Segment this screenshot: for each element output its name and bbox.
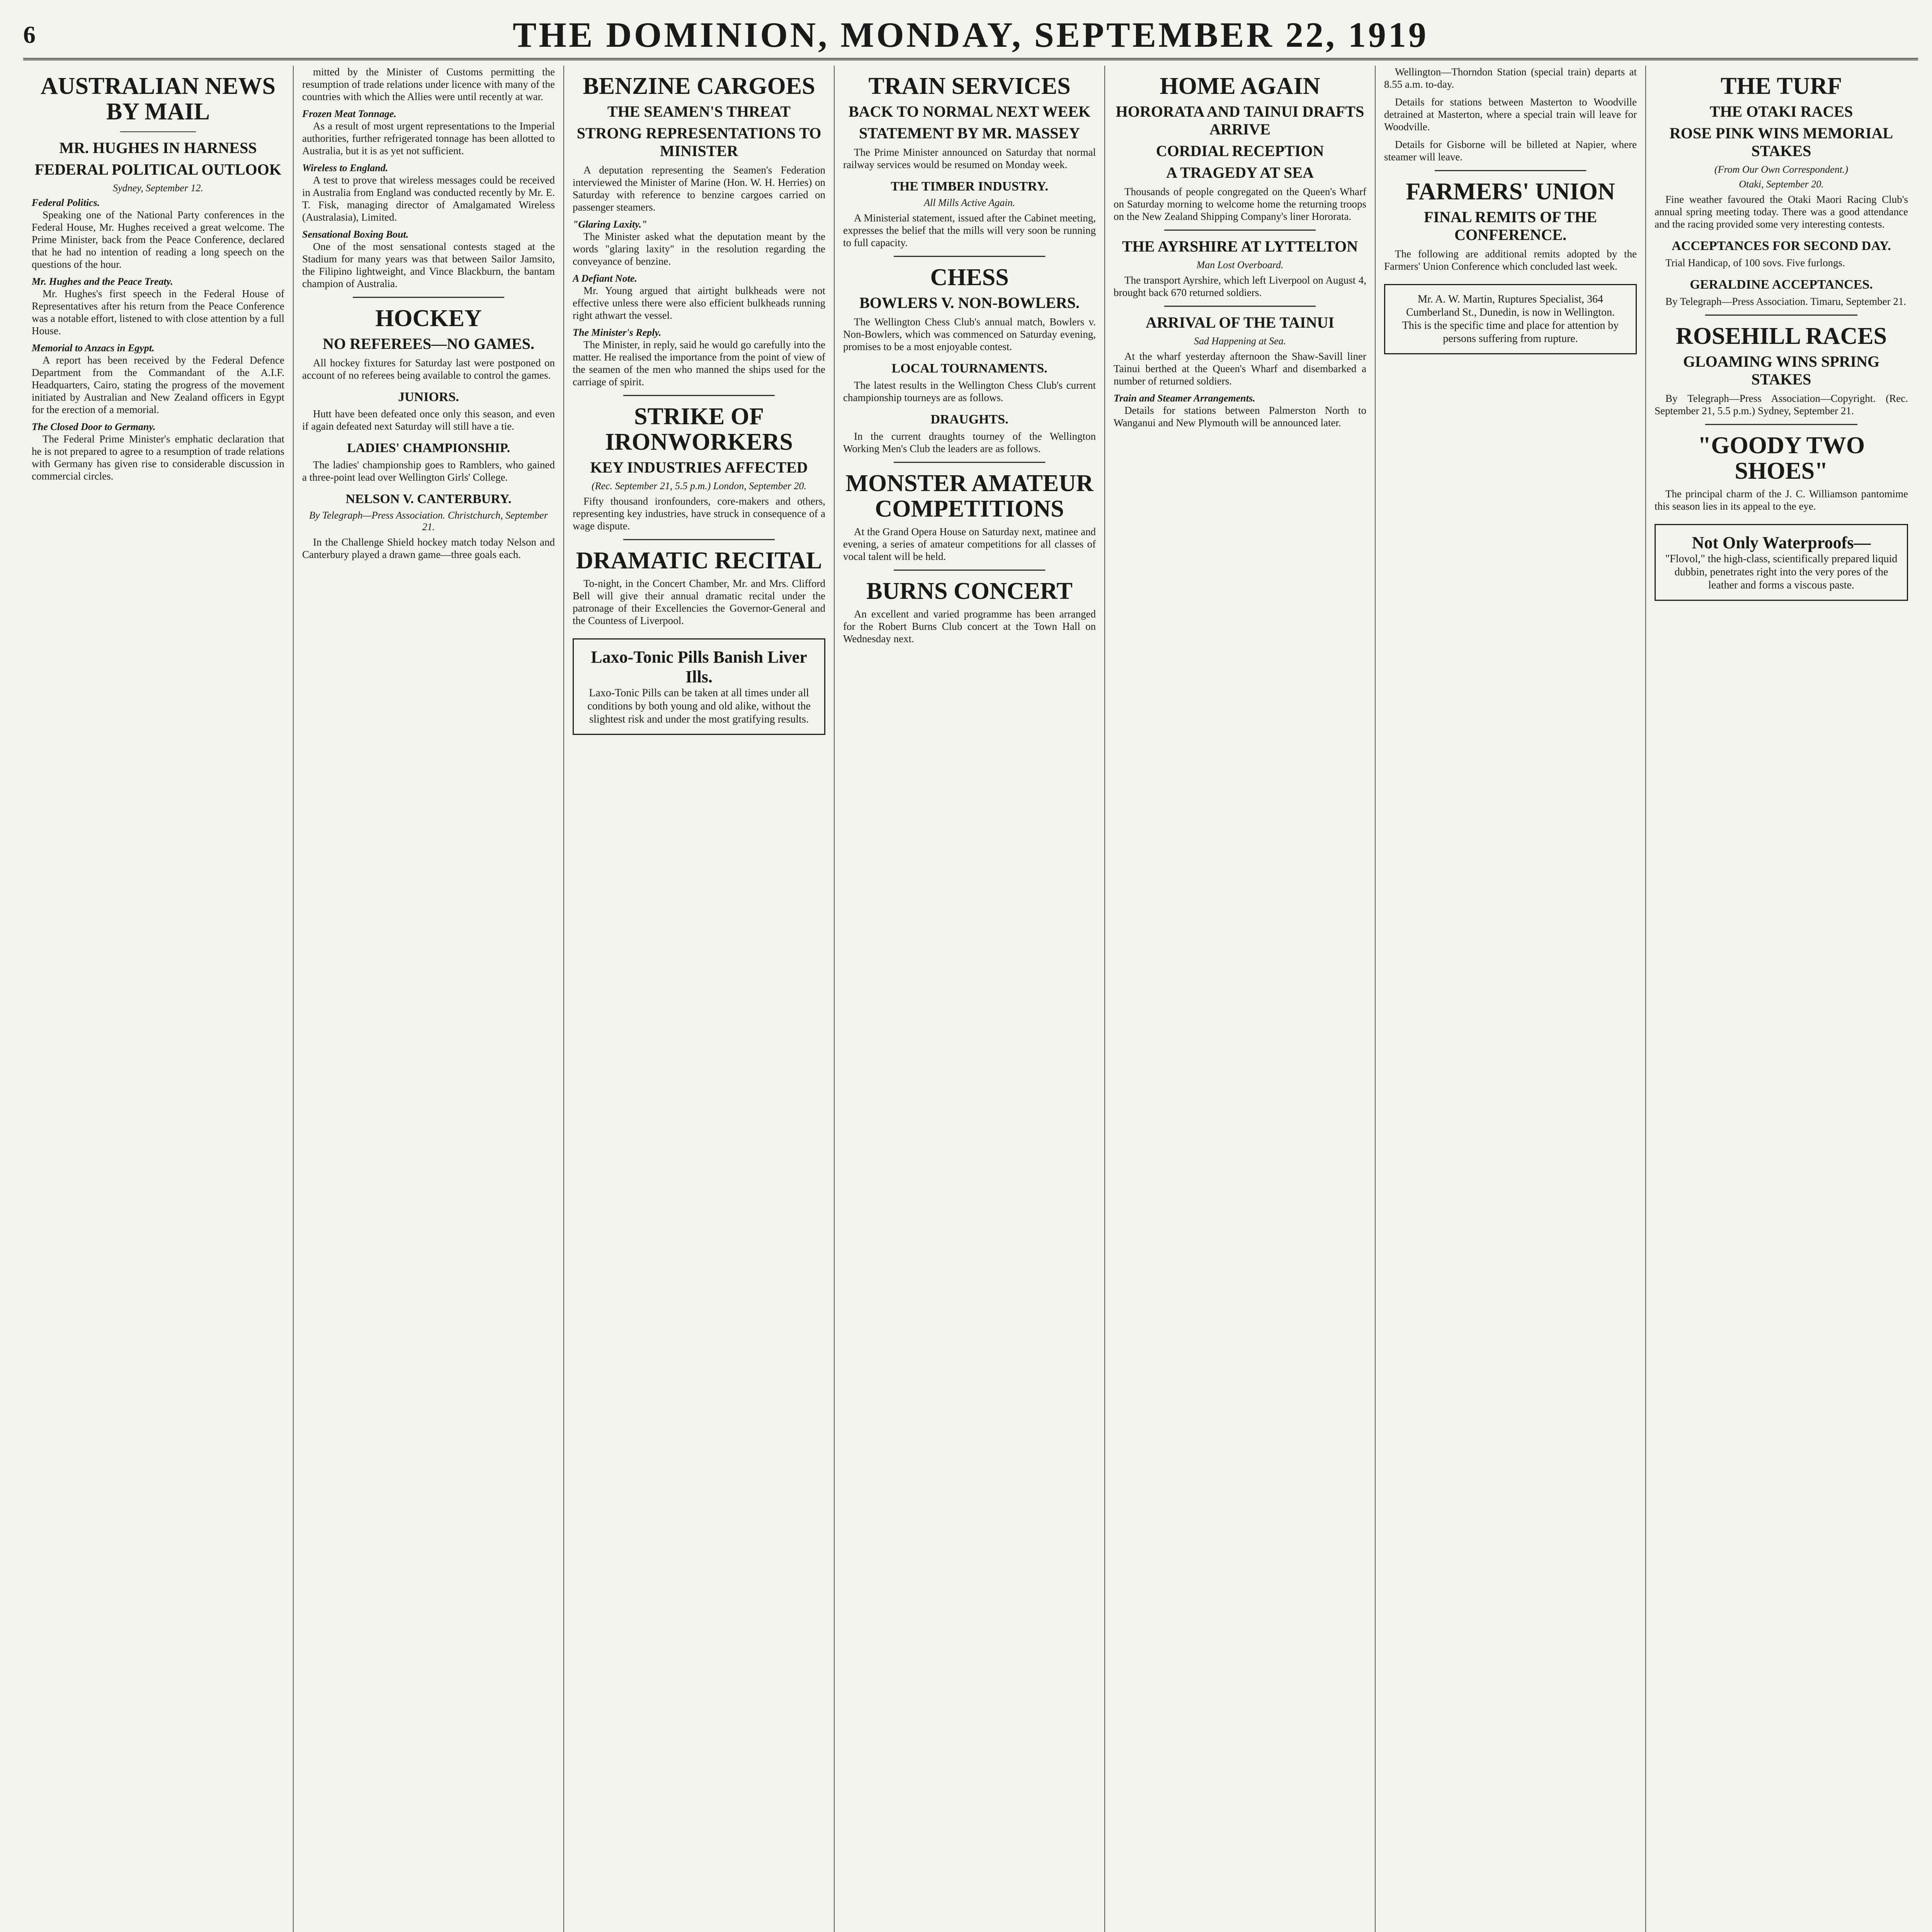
- section-title: Train and Steamer Arrangements.: [1114, 393, 1255, 404]
- article-headline: CHESS: [930, 264, 1009, 291]
- article-headline: BURNS CONCERT: [866, 578, 1073, 604]
- masthead: [23, 12, 1918, 60]
- article-paragraph: The Minister, in reply, said he would go carefully into the matter. He realised the importance from the point of view of the seamen of the men who manned the ships used for the carriage of spirit.: [573, 339, 825, 388]
- section-title: THE TIMBER INDUSTRY.: [891, 179, 1048, 194]
- ad-title: Laxo-Tonic Pills Banish Liver Ills.: [591, 648, 807, 686]
- divider: [894, 570, 1045, 571]
- byline: (From Our Own Correspondent.): [1714, 164, 1849, 175]
- article-headline: "GOODY TWO SHOES": [1697, 432, 1865, 484]
- article-paragraph: Hutt have been defeated once only this season, and even if again defeated next Saturday will still have a tie.: [302, 408, 555, 432]
- dateline: Otaki, September 20.: [1739, 179, 1824, 190]
- article-paragraph: Fifty thousand ironfounders, core-makers and others, representing key industries, have struck in consequence of a wage dispute.: [573, 495, 825, 532]
- divider: [1435, 170, 1586, 171]
- column-the-turf: [1646, 66, 1917, 1932]
- article-paragraph: Details for stations between Masterton to Woodville detrained at Masterton, where a special train will leave for Woodville.: [1384, 96, 1637, 133]
- divider: [1705, 424, 1857, 425]
- divider: [894, 462, 1045, 463]
- article-paragraph: At the wharf yesterday afternoon the Shaw-Savill liner Tainui berthed at the Queen's Wharf and disembarked a number of returned soldiers.: [1114, 350, 1366, 387]
- article-headline: DRAMATIC RECITAL: [576, 548, 822, 574]
- article-headline: ARRIVAL OF THE TAINUI: [1146, 314, 1334, 331]
- article-subhead: FINAL REMITS OF THE CONFERENCE.: [1424, 208, 1597, 243]
- article-paragraph: Thousands of people congregated on the Queen's Wharf on Saturday morning to welcome home the returning troops on the New Zealand Shipping Company's liner Hororata.: [1114, 186, 1366, 222]
- article-paragraph: A Ministerial statement, issued after the Cabinet meeting, expresses the belief that the mills will very soon be running to full capacity.: [843, 212, 1096, 248]
- page-number: 6: [23, 21, 36, 48]
- section-title: The Closed Door to Germany.: [32, 421, 156, 432]
- article-paragraph: The Prime Minister announced on Saturday that normal railway services would be resumed on Monday week.: [843, 146, 1096, 170]
- divider: [623, 539, 775, 540]
- column-continued: [294, 66, 564, 1932]
- article-subhead: Sad Happening at Sea.: [1194, 335, 1286, 347]
- section-title: Mr. Hughes and the Peace Treaty.: [32, 276, 173, 287]
- article-headline: STRIKE OF IRONWORKERS: [605, 403, 793, 455]
- article-subhead: CORDIAL RECEPTION: [1156, 142, 1324, 160]
- article-paragraph: Details for Gisborne will be billeted at Napier, where steamer will leave.: [1384, 139, 1637, 163]
- ad-body: This is the specific time and place for attention by persons suffering from rupture.: [1402, 320, 1619, 345]
- ad-body: "Flovol," the high-class, scientifically prepared liquid dubbin, penetrates right into the very pores of the leather and forms a viscous paste.: [1665, 553, 1898, 591]
- column-train-services: [835, 66, 1105, 1932]
- dateline: By Telegraph—Press Association. Christchurch, September 21.: [309, 510, 548, 532]
- article-subhead: All Mills Active Again.: [924, 197, 1015, 208]
- section-title: LADIES' CHAMPIONSHIP.: [347, 441, 510, 455]
- divider: [894, 256, 1045, 257]
- column-home-again: [1105, 66, 1376, 1932]
- article-paragraph: In the Challenge Shield hockey match today Nelson and Canterbury played a drawn game—three goals each.: [302, 536, 555, 560]
- divider: [1164, 306, 1316, 307]
- section-title: Memorial to Anzacs in Egypt.: [32, 342, 155, 354]
- article-subhead: STATEMENT BY MR. MASSEY: [859, 124, 1080, 142]
- section-title: JUNIORS.: [398, 390, 459, 404]
- article-paragraph: As a result of most urgent representations to the Imperial authorities, further refrigerated tonnage has been allotted to Australia, but it is as yet not sufficient.: [302, 120, 555, 156]
- newspaper-title: THE DOMINION, MONDAY, SEPTEMBER 22, 1919: [513, 15, 1429, 54]
- article-paragraph: Mr. Hughes's first speech in the Federal House of Representatives after his return from the Peace Conference was a notable effort, listened to with close attention by a full House.: [32, 288, 284, 337]
- article-paragraph: All hockey fixtures for Saturday last were postponed on account of no referees being available to control the games.: [302, 357, 555, 381]
- article-headline: HOME AGAIN: [1160, 73, 1320, 99]
- columns: [23, 66, 1918, 1932]
- article-headline: THE TURF: [1720, 73, 1842, 99]
- article-paragraph: The Wellington Chess Club's annual match, Bowlers v. Non-Bowlers, which was commenced on Saturday evening, promises to be a most enjoyable contest.: [843, 316, 1096, 352]
- section-title: A Defiant Note.: [573, 273, 637, 284]
- column-farmers-union: [1376, 66, 1646, 1932]
- section-title: NELSON V. CANTERBURY.: [345, 492, 512, 506]
- article-paragraph: Mr. Young argued that airtight bulkheads were not effective unless there were also efficient bulkheads running right athwart the vessel.: [573, 285, 825, 321]
- divider: [353, 297, 504, 298]
- advertisement: [1384, 284, 1637, 354]
- article-paragraph: The ladies' championship goes to Ramblers, who gained a three-point lead over Wellington Girls' College.: [302, 459, 555, 483]
- article-paragraph: At the Grand Opera House on Saturday next, matinee and evening, a series of amateur competitions for all classes of vocal talent will be held.: [843, 526, 1096, 562]
- divider: [120, 131, 196, 132]
- article-headline: TRAIN SERVICES: [868, 73, 1071, 99]
- section-title: ACCEPTANCES FOR SECOND DAY.: [1672, 239, 1891, 253]
- article-paragraph: By Telegraph—Press Association—Copyright. (Rec. September 21, 5.5 p.m.) Sydney, September 21.: [1655, 393, 1908, 417]
- column-benzine-cargoes: [564, 66, 835, 1932]
- article-paragraph: Details for stations between Palmerston North to Wanganui and New Plymouth will be announced later.: [1114, 405, 1366, 429]
- article-paragraph: In the current draughts tourney of the Wellington Working Men's Club the leaders are as follows.: [843, 430, 1096, 454]
- dateline: Sydney, September 12.: [113, 182, 203, 194]
- section-title: Federal Politics.: [32, 197, 100, 208]
- article-paragraph: The latest results in the Wellington Chess Club's current championship tourneys are as follows.: [843, 379, 1096, 403]
- article-headline: ROSEHILL RACES: [1675, 323, 1887, 349]
- divider: [623, 395, 775, 396]
- article-subhead: NO REFEREES—NO GAMES.: [323, 335, 534, 352]
- article-subhead: THE SEAMEN'S THREAT: [607, 103, 791, 120]
- section-title: "Glaring Laxity.": [573, 219, 647, 230]
- article-paragraph: A report has been received by the Federal Defence Department from the Commandant of the A.I.F. Headquarters, Cairo, stating the progress of the movement initiated by Australian and New Zealand officers in Egypt for the erection of a memorial.: [32, 354, 284, 415]
- article-paragraph: The Minister asked what the deputation meant by the words "glaring laxity" in the resolution regarding the conveyance of benzine.: [573, 231, 825, 267]
- article-subhead: GLOAMING WINS SPRING STAKES: [1683, 353, 1880, 388]
- article-subhead: BOWLERS V. NON-BOWLERS.: [859, 294, 1080, 311]
- article-headline: FARMERS' UNION: [1406, 179, 1615, 205]
- section-title: GERALDINE ACCEPTANCES.: [1690, 277, 1873, 292]
- section-title: Wireless to England.: [302, 162, 388, 173]
- article-paragraph: Wellington—Thorndon Station (special train) departs at 8.55 a.m. to-day.: [1384, 66, 1637, 90]
- advertisement: [573, 638, 825, 735]
- article-paragraph: Speaking one of the National Party conferences in the Federal House, Mr. Hughes received a great welcome. The Prime Minister, back from the Peace Conference, declared that he had no intention of reading a long speech on the questions of the hour.: [32, 209, 284, 270]
- article-paragraph: The transport Ayrshire, which left Liverpool on August 4, brought back 670 returned soldiers.: [1114, 274, 1366, 298]
- article-subhead: THE OTAKI RACES: [1709, 103, 1853, 120]
- column-australian-news: [23, 66, 294, 1932]
- dateline: (Rec. September 21, 5.5 p.m.) London, September 20.: [592, 480, 806, 492]
- article-headline: HOCKEY: [375, 305, 482, 332]
- article-paragraph: A test to prove that wireless messages could be received in Australia from England was conducted recently by Mr. E. T. Fisk, managing director of Amalgamated Wireless (Australasia), Limited.: [302, 174, 555, 223]
- article-subhead: Man Lost Overboard.: [1196, 259, 1284, 270]
- advertisement: [1655, 524, 1908, 601]
- article-paragraph: mitted by the Minister of Customs permitting the resumption of trade relations under licence with many of the countries with which the Allies were until recently at war.: [302, 66, 555, 102]
- section-title: Frozen Meat Tonnage.: [302, 108, 396, 119]
- article-paragraph: Trial Handicap, of 100 sovs. Five furlongs.: [1665, 257, 1845, 269]
- section-title: LOCAL TOURNAMENTS.: [891, 361, 1048, 376]
- article-headline: BENZINE CARGOES: [583, 73, 815, 99]
- ad-title: Not Only Waterproofs—: [1692, 533, 1871, 552]
- article-subhead: HORORATA AND TAINUI DRAFTS ARRIVE: [1116, 103, 1364, 138]
- article-subhead: A TRAGEDY AT SEA: [1166, 164, 1314, 181]
- section-title: Sensational Boxing Bout.: [302, 229, 409, 240]
- article-paragraph: A deputation representing the Seamen's Federation interviewed the Minister of Marine (Hon. W. H. Herries) on Saturday with reference to benzine cargoes carried on passenger steamers.: [573, 164, 825, 213]
- article-subhead: MR. HUGHES IN HARNESS: [59, 139, 257, 156]
- article-paragraph: To-night, in the Concert Chamber, Mr. and Mrs. Clifford Bell will give their annual dramatic recital under the patronage of their Excellencies the Governor-General and the Countess of Liverpool.: [573, 578, 825, 626]
- article-subhead: BACK TO NORMAL NEXT WEEK: [848, 103, 1091, 120]
- article-paragraph: By Telegraph—Press Association. Timaru, September 21.: [1665, 296, 1906, 307]
- article-paragraph: An excellent and varied programme has been arranged for the Robert Burns Club concert at the Town Hall on Wednesday next.: [843, 608, 1096, 645]
- article-subhead: ROSE PINK WINS MEMORIAL STAKES: [1669, 124, 1893, 160]
- ad-body: Mr. A. W. Martin, Ruptures Specialist, 364 Cumberland St., Dunedin, is now in Wellington.: [1406, 293, 1615, 318]
- article-paragraph: The principal charm of the J. C. Williamson pantomime this season lies in its appeal to the eye.: [1655, 488, 1908, 512]
- article-paragraph: The following are additional remits adopted by the Farmers' Union Conference which concluded last week.: [1384, 248, 1637, 272]
- ad-body: Laxo-Tonic Pills can be taken at all times under all conditions by both young and old alike, without the slightest risk and under the most gratifying results.: [587, 687, 811, 725]
- section-title: DRAUGHTS.: [930, 412, 1009, 427]
- section-title: The Minister's Reply.: [573, 327, 662, 338]
- article-subhead: FEDERAL POLITICAL OUTLOOK: [35, 161, 281, 178]
- article-subhead: KEY INDUSTRIES AFFECTED: [590, 459, 808, 476]
- article-paragraph: Fine weather favoured the Otaki Maori Racing Club's annual spring meeting today. There was a good attendance and the racing provided some very interesting contests.: [1655, 194, 1908, 230]
- article-paragraph: The Federal Prime Minister's emphatic declaration that he is not prepared to agree to a resumption of trade relations with Germany has given rise to considerable discussion in commercial circles.: [32, 433, 284, 482]
- article-paragraph: One of the most sensational contests staged at the Stadium for many years was that between Sailor Jamsito, the Filipino lightweight, and Vince Blackburn, the bantam champion of Australia.: [302, 241, 555, 289]
- article-headline: MONSTER AMATEUR COMPETITIONS: [845, 470, 1094, 522]
- article-headline: AUSTRALIAN NEWS BY MAIL: [40, 73, 276, 125]
- article-subhead: STRONG REPRESENTATIONS TO MINISTER: [577, 124, 821, 160]
- divider: [1164, 230, 1316, 231]
- article-headline: THE AYRSHIRE AT LYTTELTON: [1122, 238, 1358, 255]
- divider: [1705, 315, 1857, 316]
